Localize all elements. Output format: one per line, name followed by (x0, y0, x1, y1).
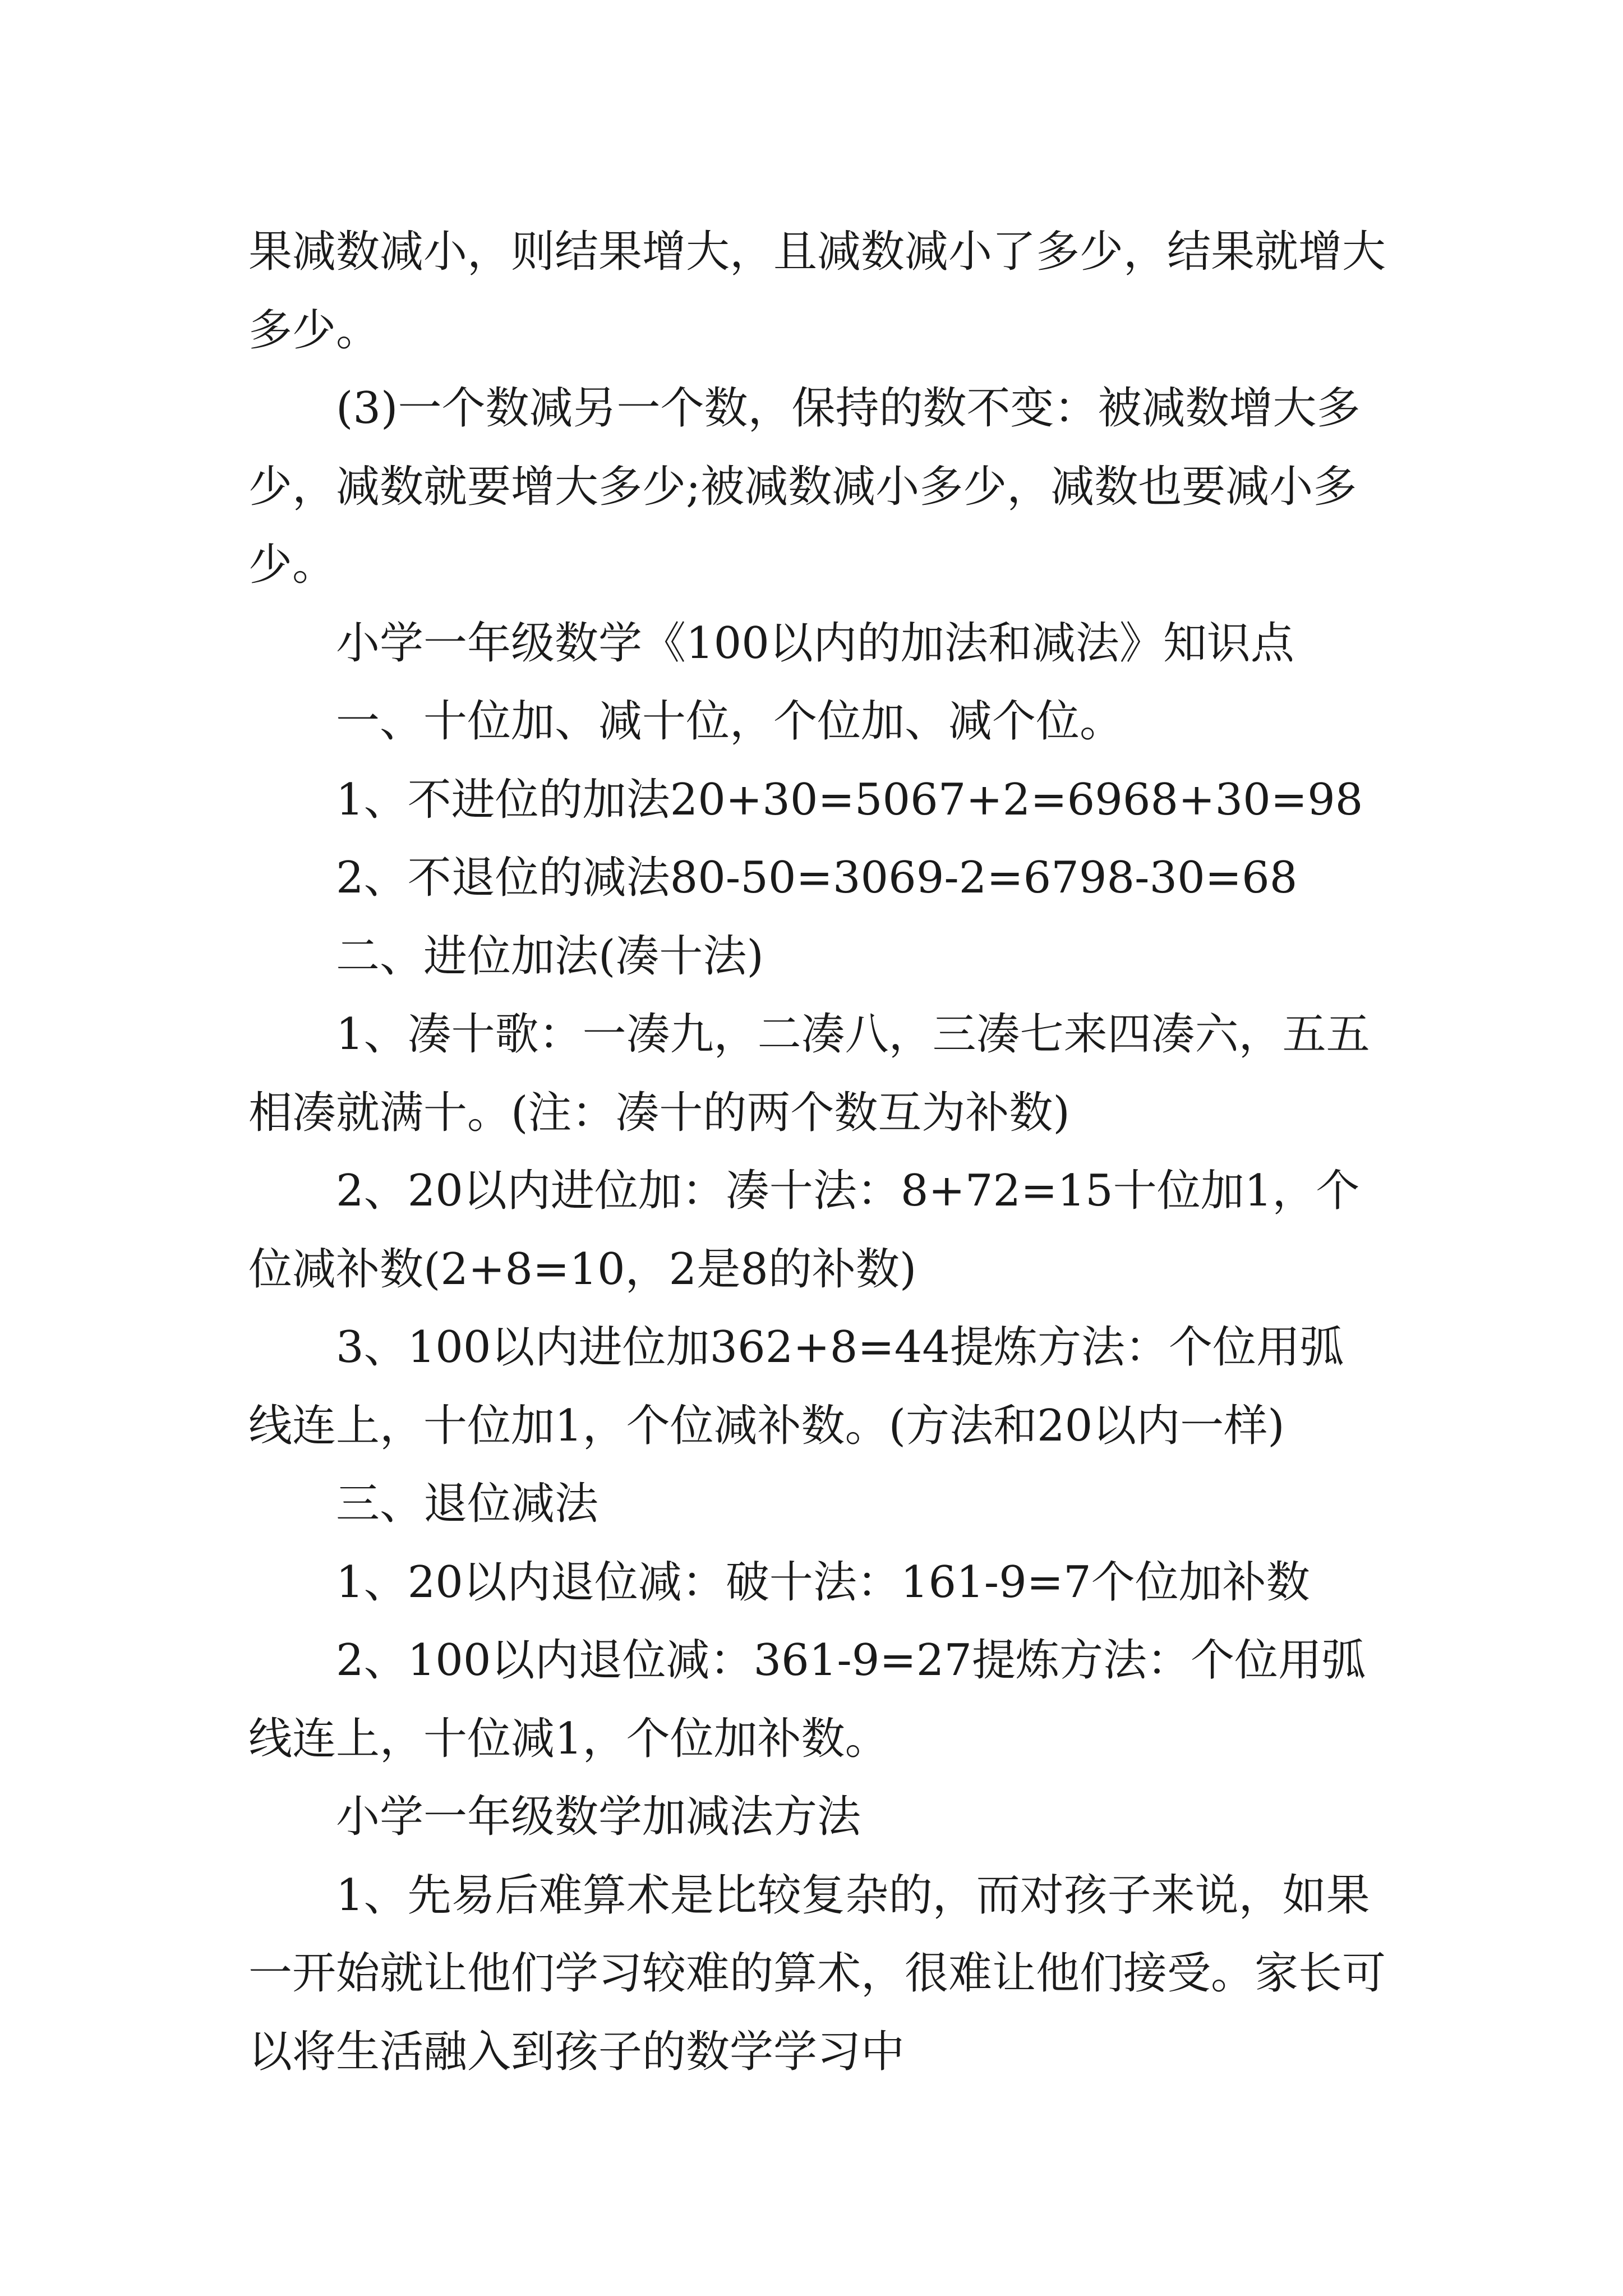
paragraph: 一、十位加、减十位，个位加、减个位。 (336, 696, 1124, 747)
paragraph: 三、退位减法 (336, 1479, 599, 1529)
paragraph: 1、凑十歌：一凑九，二凑八，三凑七来四凑六，五五相凑就满十。(注：凑十的两个数互为补数) (248, 1009, 1370, 1138)
section-heading: 小学一年级数学加减法方法 (336, 1792, 861, 1842)
paragraph: 二、进位加法(凑十法) (336, 931, 764, 982)
section-heading: 小学一年级数学《100以内的加法和减法》知识点 (336, 618, 1294, 669)
paragraph: 1、先易后难算术是比较复杂的，而对孩子来说，如果一开始就让他们学习较难的算术，很难让他们接受。家长可以将生活融入到孩子的数学学习中 (248, 1870, 1386, 2077)
paragraph: 2、20以内进位加：凑十法：8+72=15十位加1，个位减补数(2+8=10，2是8的补数) (248, 1166, 1360, 1295)
paragraph: 1、不进位的加法20+30=5067+2=6968+30=98 (336, 774, 1363, 825)
paragraph: (3)一个数减另一个数，保持的数不变：被减数增大多少，减数就要增大多少;被减数减小多少，减数也要减小多少。 (248, 383, 1361, 590)
paragraph: 3、100以内进位加362+8=44提炼方法：个位用弧线连上，十位加1，个位减补数。(方法和20以内一样) (248, 1322, 1344, 1451)
paragraph: 果减数减小，则结果增大，且减数减小了多少，结果就增大多少。 (248, 227, 1386, 356)
paragraph: 2、100以内退位减：361-9=27提炼方法：个位用弧线连上，十位减1，个位加补数。 (248, 1635, 1366, 1764)
paragraph: 2、不退位的减法80-50=3069-2=6798-30=68 (336, 853, 1298, 903)
paragraph: 1、20以内退位减：破十法：161-9=7个位加补数 (336, 1557, 1310, 1608)
document-body (248, 213, 1387, 2091)
